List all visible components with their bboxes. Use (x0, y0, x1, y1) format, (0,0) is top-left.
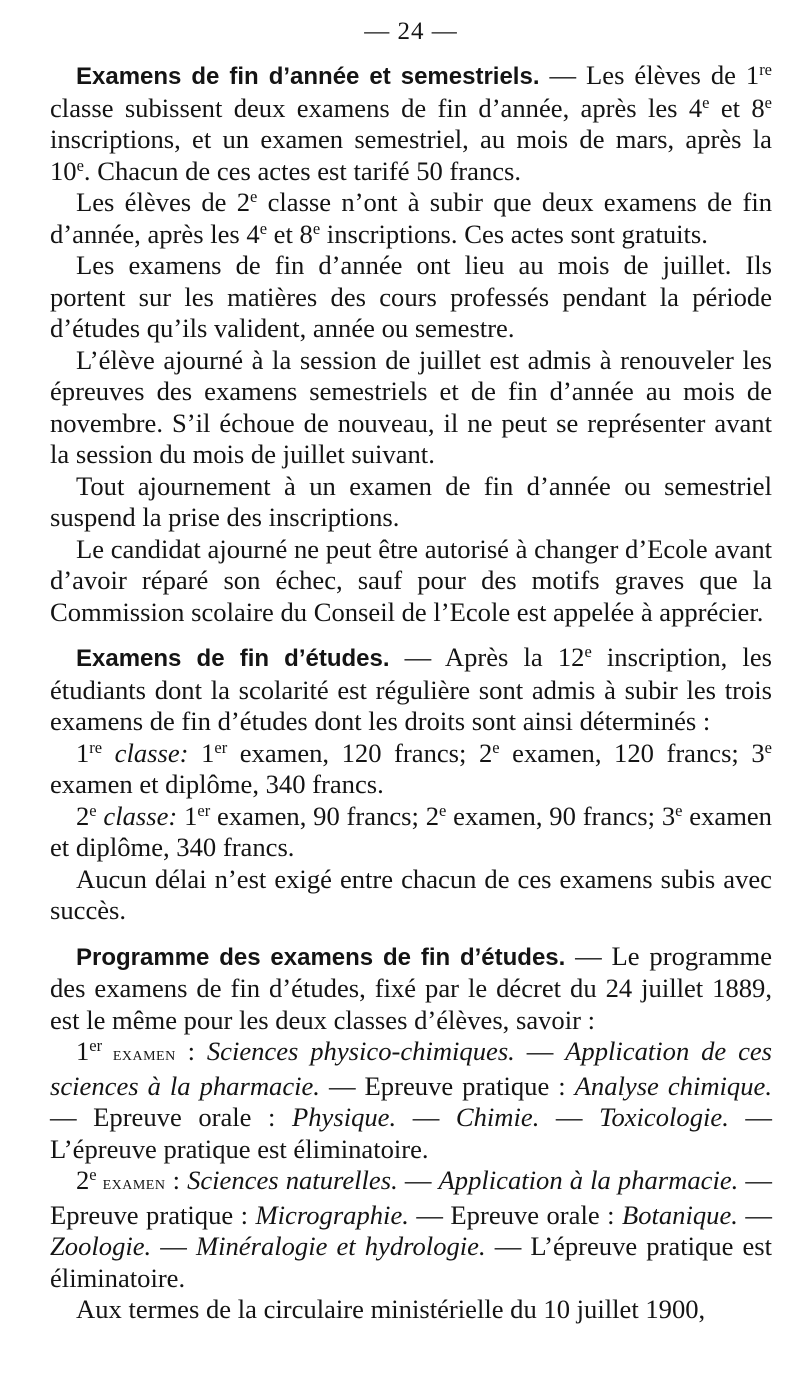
fees-first-class (50, 738, 772, 801)
superscript: e (312, 218, 321, 238)
superscript: e (764, 737, 772, 757)
text-run: 1 (188, 737, 215, 768)
text-run: — (396, 1102, 456, 1132)
text-run: — L’épreuve pratique est éliminatoire. (50, 1231, 772, 1293)
text-run: — (151, 1231, 196, 1261)
text-run: — (539, 1102, 600, 1132)
superscript: e (439, 800, 447, 820)
text-run: 2 (76, 1165, 90, 1195)
section-heading-program: Programme des examens de fin d’études. (76, 943, 566, 971)
text-run: Les élèves de 2 (76, 187, 250, 217)
italic-run: Toxicologie. (599, 1102, 729, 1132)
section-1-paragraph-3: Les examens de fin d’année ont lieu au mois de juillet. Ils portent sur les matières des cours professés pendant la période d’études qu’ils valident, année ou semestre. (50, 250, 772, 343)
section-1-paragraph-6: Le candidat ajourné ne peut être autorisé à changer d’Ecole avant d’avoir réparé son échec, sauf pour des motifs graves que la Commission scolaire du Conseil de l’Ecole est appelée à apprécier. (50, 533, 772, 627)
superscript: e (584, 641, 592, 661)
section-2-paragraph-4: Aucun délai n’est exigé entre chacun de ces examens subis avec succès. (50, 863, 772, 925)
superscript: e (89, 1164, 97, 1184)
superscript: e (702, 92, 710, 112)
fees-second-class (50, 801, 772, 864)
text-run: et 8 (267, 218, 313, 249)
italic-run: Sciences naturelles. (187, 1165, 398, 1195)
section-3-paragraph-1 (50, 941, 772, 1037)
exam-label: examen (96, 1172, 166, 1194)
superscript: e (259, 218, 268, 238)
section-1-paragraph-5: Tout ajournement à un examen de fin d’année ou semestriel suspend la prise des inscriptions. (50, 470, 772, 532)
text-run: 1 (177, 800, 198, 831)
text-run: classe n’ont à subir que deux examens de fin d’année, après les 4 (50, 187, 772, 249)
text-run: — Epreuve orale : (50, 1102, 292, 1132)
text-run: examen, 120 francs; 3 (499, 737, 765, 768)
second-exam-program (50, 1165, 772, 1294)
text-run: classe subissent deux examens de fin d’année, après les 4 (50, 92, 703, 123)
text-run: : (165, 1165, 188, 1195)
superscript: e (76, 155, 84, 175)
italic-label: classe: (102, 737, 189, 768)
text-run: — Epreuve orale : (408, 1199, 622, 1230)
section-2-paragraph-1 (50, 642, 772, 738)
text-run: — Après la 12 (389, 642, 585, 672)
superscript: e (250, 186, 258, 206)
italic-run: Application à la pharmacie. (438, 1165, 739, 1195)
italic-run: Analyse chimique. (574, 1070, 772, 1101)
superscript: e (675, 800, 683, 820)
italic-run: Physique. (292, 1102, 397, 1132)
italic-run: Application de ces sciences à la pharmacie. (50, 1036, 773, 1101)
superscript: er (89, 1035, 103, 1055)
text-run: examen et diplôme, 340 francs. (50, 800, 772, 862)
section-1-paragraph-2 (50, 187, 772, 250)
superscript: e (764, 92, 772, 112)
text-run: . Chacun de ces actes est tarifé 50 francs. (83, 155, 522, 186)
superscript: er (214, 737, 228, 757)
text-run: — Les élèves de 1 (539, 60, 760, 90)
section-1-paragraph-1 (50, 60, 772, 187)
text-run: 1 (76, 1036, 90, 1066)
italic-run: Sciences physico-chimiques. (206, 1036, 515, 1066)
text-run: inscriptions, et un examen semestriel, au mois de mars, après la 10 (50, 124, 772, 186)
text-run: inscriptions. Ces actes sont gratuits. (320, 218, 708, 249)
superscript: re (759, 59, 772, 79)
text-run: examen, 120 francs; 2 (227, 737, 493, 768)
superscript: e (89, 800, 97, 820)
text-run: examen, 90 francs; 2 (210, 800, 440, 831)
page-number: — 24 — (364, 18, 458, 45)
italic-run: Zoologie. (50, 1231, 152, 1261)
section-heading-annual-exams: Examens de fin d’année et semestriels. (76, 63, 540, 90)
superscript: er (197, 800, 211, 820)
text-run: — (514, 1036, 566, 1066)
superscript: e (492, 737, 500, 757)
exam-label: examen (102, 1043, 176, 1065)
italic-run: Micrographie. (255, 1199, 409, 1230)
text-run: — Epreuve pratique : (50, 1165, 772, 1230)
text-run: — Le programme des examens de fin d’études, fixé par le décret du 24 juillet 1889, est le même pour les deux classes d’élèves, savoir : (50, 940, 772, 1035)
italic-run: Minéralogie et hydrologie. (195, 1231, 486, 1261)
text-run: : (175, 1036, 207, 1066)
text-run: — Epreuve pratique : (319, 1070, 575, 1101)
first-exam-program (50, 1036, 772, 1165)
section-1-paragraph-4: L’élève ajourné à la session de juillet est admis à renouveler les épreuves des examens semestriels et de fin d’année au mois de novembre. S’il échoue de nouveau, il ne peut se représenter avant la session du mois de juillet suivant. (50, 344, 772, 469)
section-heading-final-exams: Examens de fin d’études. (76, 645, 390, 672)
section-3-paragraph-4: Aux termes de la circulaire ministérielle du 10 juillet 1900, (76, 1294, 706, 1324)
text-run: — L’épreuve pratique est éliminatoire. (50, 1102, 773, 1164)
text-run: examen et diplôme, 340 francs. (50, 769, 384, 799)
text-run: — (737, 1199, 772, 1230)
text-run: inscription, les étudiants dont la scolarité est régulière sont admis à subir les trois examens de fin d’études dont les droits sont ainsi déterminés : (50, 642, 772, 736)
text-run: — (397, 1165, 439, 1195)
text-run: 2 (76, 800, 90, 831)
text-run: 1 (76, 737, 90, 768)
text-run: examen, 90 francs; 3 (446, 800, 676, 831)
italic-label: classe: (96, 800, 178, 831)
superscript: re (89, 737, 103, 757)
italic-run: Chimie. (455, 1102, 540, 1132)
text-run: et 8 (709, 92, 765, 123)
italic-run: Botanique. (621, 1199, 738, 1230)
